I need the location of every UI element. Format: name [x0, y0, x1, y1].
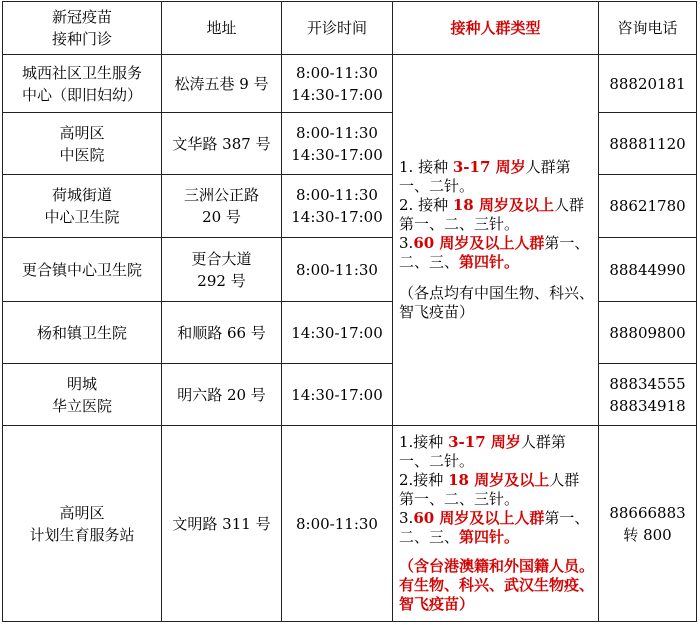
eligibility-note: （含台港澳籍和外国籍人员。有生物、科兴、武汉生物疫、智飞疫苗） [399, 557, 595, 613]
group-item-3: 3.60 周岁及以上人群第一、二、三、第四针。 [399, 509, 590, 546]
group-item-2: 2. 接种 18 周岁及以上人群第一、二、三针。 [399, 196, 584, 233]
header-row [3, 2, 697, 55]
clinic-hours: 8:00-11:30 [282, 426, 393, 622]
clinic-phone: 88621780 [599, 175, 697, 238]
clinic-phone: 88666883 转 800 [599, 426, 697, 622]
clinic-phone: 88834555 88834918 [599, 364, 697, 426]
group-item-1: 1. 接种 3-17 周岁人群第一、二针。 [399, 158, 571, 195]
clinic-name: 高明区 计划生育服务站 [3, 426, 162, 622]
clinic-name: 城西社区卫生服务 中心（即旧妇幼） [3, 55, 162, 113]
clinic-name: 荷城街道 中心卫生院 [3, 175, 162, 238]
header-groups: 接种人群类型 [393, 2, 599, 55]
header-clinic: 新冠疫苗 接种门诊 [3, 2, 162, 55]
clinic-address: 三洲公正路 20 号 [162, 175, 282, 238]
clinic-address: 文明路 311 号 [162, 426, 282, 622]
vaccination-table [2, 1, 697, 622]
clinic-phone: 88881120 [599, 113, 697, 175]
clinic-address: 和顺路 66 号 [162, 302, 282, 364]
clinic-hours: 8:00-11:30 [282, 238, 393, 302]
clinic-address: 松涛五巷 9 号 [162, 55, 282, 113]
clinic-phone: 88809800 [599, 302, 697, 364]
vaccine-groups-info-2 [393, 426, 599, 622]
table-row [3, 55, 697, 113]
clinic-phone: 88820181 [599, 55, 697, 113]
clinic-name: 杨和镇卫生院 [3, 302, 162, 364]
group-item-2: 2.接种 18 周岁及以上人群第一、二、三针。 [399, 471, 580, 508]
vaccine-groups-info [393, 55, 599, 426]
vaccine-brand-note: （各点均有中国生物、科兴、智飞疫苗） [399, 284, 595, 321]
header-hours: 开诊时间 [282, 2, 393, 55]
clinic-address: 文华路 387 号 [162, 113, 282, 175]
clinic-name: 高明区 中医院 [3, 113, 162, 175]
clinic-name: 更合镇中心卫生院 [3, 238, 162, 302]
clinic-hours: 8:00-11:30 14:30-17:00 [282, 113, 393, 175]
table-row [3, 426, 697, 622]
clinic-hours: 8:00-11:30 14:30-17:00 [282, 175, 393, 238]
clinic-hours: 8:00-11:30 14:30-17:00 [282, 55, 393, 113]
clinic-hours: 14:30-17:00 [282, 364, 393, 426]
clinic-name: 明城 华立医院 [3, 364, 162, 426]
header-phone: 咨询电话 [599, 2, 697, 55]
group-item-1: 1.接种 3-17 周岁人群第一、二针。 [399, 433, 566, 470]
clinic-address: 更合大道 292 号 [162, 238, 282, 302]
header-address: 地址 [162, 2, 282, 55]
clinic-phone: 88844990 [599, 238, 697, 302]
clinic-address: 明六路 20 号 [162, 364, 282, 426]
group-item-3: 3.60 周岁及以上人群第一、二、三、第四针。 [399, 234, 590, 271]
clinic-hours: 14:30-17:00 [282, 302, 393, 364]
